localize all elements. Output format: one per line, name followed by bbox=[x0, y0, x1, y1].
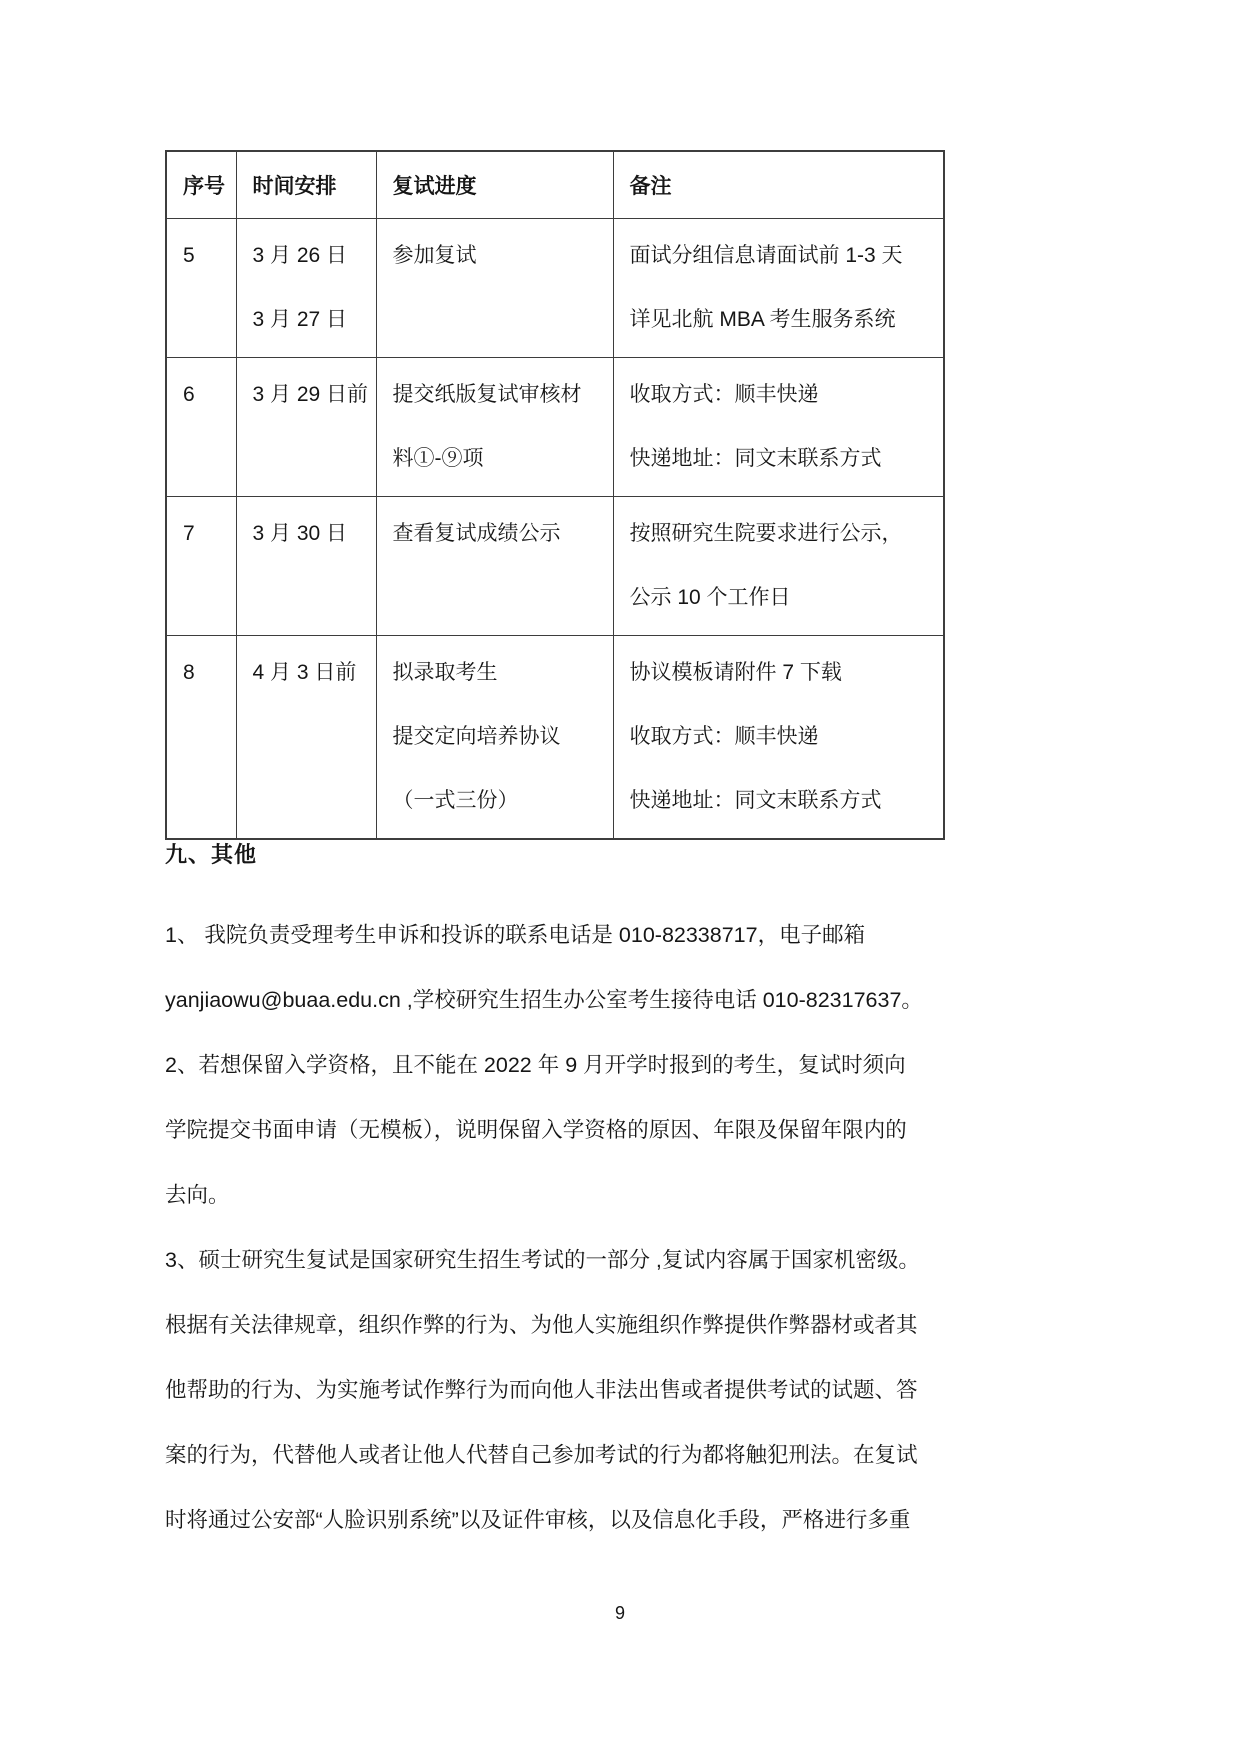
cell-no bbox=[166, 219, 236, 358]
body-text bbox=[165, 903, 955, 1553]
cell-text: 提交定向培养协议 bbox=[392, 725, 561, 748]
paragraph-line: 去向。 bbox=[165, 1183, 230, 1207]
header-remark: 备注 bbox=[613, 151, 944, 219]
cell-text: 3 月 30 日 bbox=[252, 522, 348, 545]
cell-text: 5 bbox=[183, 244, 195, 267]
table-header-row bbox=[166, 151, 944, 219]
page-number: 9 bbox=[614, 1603, 625, 1623]
header-no: 序号 bbox=[166, 151, 236, 219]
table-row bbox=[166, 497, 944, 636]
paragraph-line: 1、 我院负责受理考生申诉和投诉的联系电话是 010-82338717，电子邮箱 bbox=[165, 923, 866, 947]
cell-text: 协议模板请附件 7 下载 bbox=[629, 661, 842, 684]
cell-progress bbox=[376, 497, 613, 636]
schedule-table bbox=[165, 150, 945, 840]
cell-text: 8 bbox=[183, 661, 195, 684]
table-row bbox=[166, 358, 944, 497]
cell-text: 提交纸版复试审核材 bbox=[392, 383, 582, 406]
paragraph-line: 2、若想保留入学资格，且不能在 2022 年 9 月开学时报到的考生，复试时须向 bbox=[165, 1053, 906, 1077]
cell-text: 3 月 26 日 bbox=[252, 244, 348, 267]
cell-text: 3 月 27 日 bbox=[252, 308, 348, 331]
cell-remark bbox=[613, 358, 944, 497]
paragraph-line: 学院提交书面申请（无模板），说明保留入学资格的原因、年限及保留年限内的 bbox=[165, 1118, 907, 1142]
paragraph-line: 他帮助的行为、为实施考试作弊行为而向他人非法出售或者提供考试的试题、答 bbox=[165, 1378, 918, 1402]
cell-text: 7 bbox=[183, 522, 195, 545]
cell-text: 4 月 3 日前 bbox=[252, 661, 357, 684]
cell-text: 查看复试成绩公示 bbox=[392, 522, 561, 545]
paragraph-line: 3、硕士研究生复试是国家研究生招生考试的一部分 ,复试内容属于国家机密级。 bbox=[165, 1248, 920, 1272]
cell-no bbox=[166, 636, 236, 840]
cell-text: 详见北航 MBA 考生服务系统 bbox=[629, 308, 896, 331]
cell-text: 快递地址：同文末联系方式 bbox=[629, 789, 882, 812]
section-heading: 九、其他 bbox=[165, 842, 258, 867]
cell-progress bbox=[376, 636, 613, 840]
cell-time bbox=[236, 497, 376, 636]
cell-text: 参加复试 bbox=[392, 244, 477, 267]
table-row bbox=[166, 636, 944, 840]
cell-text: （一式三份） bbox=[392, 789, 519, 812]
header-progress: 复试进度 bbox=[376, 151, 613, 219]
cell-text: 拟录取考生 bbox=[392, 661, 498, 684]
cell-no bbox=[166, 358, 236, 497]
paragraph-line: 时将通过公安部“人脸识别系统”以及证件审核，以及信息化手段，严格进行多重 bbox=[165, 1508, 911, 1532]
header-time: 时间安排 bbox=[236, 151, 376, 219]
cell-text: 快递地址：同文末联系方式 bbox=[629, 447, 882, 470]
cell-text: 6 bbox=[183, 383, 195, 406]
cell-text: 料①-⑨项 bbox=[392, 447, 484, 470]
cell-time bbox=[236, 358, 376, 497]
paragraph-line: yanjiaowu@buaa.edu.cn ,学校研究生招生办公室考生接待电话 010-82317637。 bbox=[165, 988, 923, 1012]
cell-time bbox=[236, 219, 376, 358]
paragraph-line: 根据有关法律规章，组织作弊的行为、为他人实施组织作弊提供作弊器材或者其 bbox=[165, 1313, 918, 1337]
cell-text: 收取方式：顺丰快递 bbox=[629, 383, 819, 406]
cell-remark bbox=[613, 497, 944, 636]
cell-text: 收取方式：顺丰快递 bbox=[629, 725, 819, 748]
paragraph-line: 案的行为，代替他人或者让他人代替自己参加考试的行为都将触犯刑法。在复试 bbox=[165, 1443, 918, 1467]
cell-remark bbox=[613, 219, 944, 358]
table-row bbox=[166, 219, 944, 358]
cell-time bbox=[236, 636, 376, 840]
cell-text: 按照研究生院要求进行公示， bbox=[629, 522, 903, 545]
cell-remark bbox=[613, 636, 944, 840]
cell-progress bbox=[376, 219, 613, 358]
cell-text: 公示 10 个工作日 bbox=[629, 586, 791, 609]
cell-progress bbox=[376, 358, 613, 497]
cell-text: 面试分组信息请面试前 1-3 天 bbox=[629, 244, 903, 267]
cell-text: 3 月 29 日前 bbox=[252, 383, 369, 406]
cell-no bbox=[166, 497, 236, 636]
